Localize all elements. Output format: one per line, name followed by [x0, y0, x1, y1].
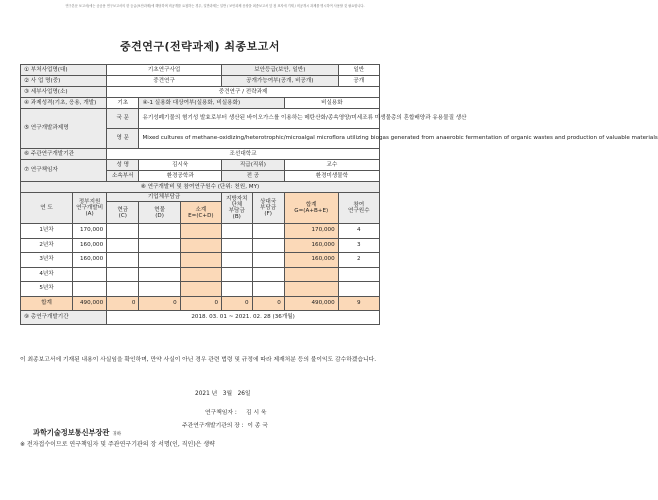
position-value: 교수: [284, 160, 379, 171]
subprogram-label: ② 사 업 명(중): [21, 76, 107, 87]
col-staff: 참여 연구원수: [338, 193, 379, 224]
total-cell: 160,000: [284, 238, 338, 253]
funding-row-year-2: [21, 238, 380, 253]
col-gov: 정부지원 연구개발비 (A): [73, 193, 107, 224]
institution-head-signature: [182, 420, 268, 429]
head-sig-name: 이 종 국: [247, 423, 268, 429]
inkind-cell: [139, 267, 180, 282]
col-year: 연 도: [21, 193, 73, 224]
year-cell: 4년차: [21, 267, 73, 282]
researcher-sig-label: 연구책임자 :: [205, 410, 237, 416]
total-other-cell: 0: [252, 296, 284, 310]
dept-value: 환경공학과: [139, 171, 222, 182]
dept-label: 소속부서: [107, 171, 139, 182]
total-cell: [284, 267, 338, 282]
funding-row-year-3: [21, 253, 380, 268]
cash-cell: [107, 224, 139, 239]
staff-cell: [338, 267, 379, 282]
year-cell: 1년차: [21, 224, 73, 239]
date-year: 2021: [195, 391, 210, 397]
title-en-label: 영 문: [107, 129, 139, 149]
program-label: ① 부처사업명(대): [21, 65, 107, 76]
total-cell: [284, 282, 338, 297]
institution-value: 조선대학교: [107, 149, 380, 160]
disclosure-label: 공개가능여부(공개, 비공개): [222, 76, 339, 87]
gov-cell: 170,000: [73, 224, 107, 239]
major-value: 환경미생물학: [284, 171, 379, 182]
other-cell: [252, 238, 284, 253]
cash-cell: [107, 267, 139, 282]
confirmation-statement: 이 최종보고서에 기재된 내용이 사실임을 확인하며, 만약 사실이 아닌 경우 관련 법령 및 규정에 따라 제재처분 등의 불이익도 감수하겠습니다.: [20, 357, 377, 363]
researcher-label: ⑦ 연구책임자: [21, 160, 107, 182]
nature-label: ④ 과제성격(기초, 응용, 개발): [21, 98, 107, 109]
inkind-cell: [139, 282, 180, 297]
date-year-unit: 년: [211, 391, 218, 397]
security-label: 보안등급(보안, 일반): [222, 65, 339, 76]
local-cell: [222, 238, 253, 253]
inkind-cell: [139, 224, 180, 239]
detail-row: [21, 87, 380, 98]
other-cell: [252, 253, 284, 268]
detail-label: ③ 세부사업명(소): [21, 87, 107, 98]
title-ko-label: 국 문: [107, 109, 139, 129]
title-en-value: Mixed cultures of methane-oxidizing/heterotrophic/microalgal microflora utilizing biogas generated from anaerobic fermentation of organic wastes and production of valuable materials: [139, 129, 380, 149]
subprogram-value: 중견연구: [107, 76, 222, 87]
funding-row-year-5: [21, 282, 380, 297]
program-value: 기초연구사업: [107, 65, 222, 76]
period-value: 2018. 03. 01 ~ 2021. 02. 28 (36개월): [107, 310, 380, 324]
cash-cell: [107, 253, 139, 268]
title-ko-row: [21, 109, 380, 129]
total-subtotal-cell: 0: [180, 296, 221, 310]
funding-row-year-1: [21, 224, 380, 239]
year-cell: 3년차: [21, 253, 73, 268]
funding-section-title: ⑧ 연구개발비 및 참여연구원수 (단위: 천원, MY): [21, 182, 380, 193]
subprogram-row: [21, 76, 380, 87]
gov-cell: [73, 267, 107, 282]
other-cell: [252, 282, 284, 297]
recipient-suffix: 귀하: [112, 432, 122, 437]
staff-cell: 3: [338, 238, 379, 253]
date-day: 26일: [237, 391, 251, 397]
local-cell: [222, 282, 253, 297]
cash-cell: [107, 238, 139, 253]
program-row: [21, 65, 380, 76]
title-ko-value: 유기성폐기물의 혐기성 발효로부터 생산된 바이오가스를 이용하는 메탄산화/종속영양/미세조류 미생물총의 혼합배양과 유용물질 생산: [139, 109, 380, 129]
name-value: 김시욱: [139, 160, 222, 171]
col-total: 합계 G=(A+B+E): [284, 193, 338, 224]
staff-cell: 4: [338, 224, 379, 239]
cash-cell: [107, 282, 139, 297]
head-sig-label: 주관연구개발기관의 장 :: [182, 423, 244, 429]
col-local: 지방자치 단체 부담금 (B): [222, 193, 253, 224]
local-cell: [222, 253, 253, 268]
nature-row: [21, 98, 380, 109]
local-cell: [222, 224, 253, 239]
year-cell: 5년차: [21, 282, 73, 297]
footnote: ※ 전자접수이므로 연구책임자 및 주관연구기관의 장 서명(인, 직인)은 생략: [20, 441, 215, 448]
position-label: 직급(직위): [222, 160, 285, 171]
institution-row: [21, 149, 380, 160]
institution-label: ⑥ 주관연구개발기관: [21, 149, 107, 160]
year-cell: 2년차: [21, 238, 73, 253]
project-title-label: ⑤ 연구개발과제명: [21, 109, 107, 149]
gov-cell: 160,000: [73, 253, 107, 268]
total-cell: 170,000: [284, 224, 338, 239]
major-label: 전 공: [222, 171, 285, 182]
gov-cell: 160,000: [73, 238, 107, 253]
detail-value: 중견연구 / 전략과제: [107, 87, 380, 98]
inkind-cell: [139, 238, 180, 253]
inkind-cell: [139, 253, 180, 268]
header-note: 연구본문 보고서)에는 공공용 연구보고서의 한 등급(보안과제)에 해당하며 비공개를 요청하는 경우, 일반과제는 일반 / 보안과제 문장을 최종보고서 앞 첫 표지에 기재 / 비공개시 과제를 명시하여 사용할 것 필요합니다.: [65, 4, 365, 8]
other-cell: [252, 224, 284, 239]
name-label: 성 명: [107, 160, 139, 171]
funding-section-row: [21, 182, 380, 193]
col-subtotal: 소계 E=(C+D): [180, 202, 221, 224]
total-total-cell: 490,000: [284, 296, 338, 310]
staff-cell: [338, 282, 379, 297]
practical-label: ④-1 실용화 대상여부(실용화, 비실용화): [139, 98, 284, 109]
total-inkind-cell: 0: [139, 296, 180, 310]
period-label: ⑨ 총연구개발기간: [21, 310, 107, 324]
col-cash: 현금 (C): [107, 202, 139, 224]
subtotal-cell: [180, 238, 221, 253]
report-date: [195, 388, 251, 397]
total-cash-cell: 0: [107, 296, 139, 310]
subtotal-cell: [180, 253, 221, 268]
gov-cell: [73, 282, 107, 297]
practical-value: 비실용화: [284, 98, 379, 109]
report-form-table: [20, 64, 658, 325]
other-cell: [252, 267, 284, 282]
col-other: 상대국 부담금 (F): [252, 193, 284, 224]
subtotal-cell: [180, 224, 221, 239]
total-local-cell: 0: [222, 296, 253, 310]
date-month: 3월: [222, 391, 233, 397]
researcher-row-1: [21, 160, 380, 171]
staff-cell: 2: [338, 253, 379, 268]
total-year-cell: 합계: [21, 296, 73, 310]
col-corp: 기업체부담금: [107, 193, 222, 202]
local-cell: [222, 267, 253, 282]
subtotal-cell: [180, 282, 221, 297]
funding-row-year-4: [21, 267, 380, 282]
col-inkind: 현물 (D): [139, 202, 180, 224]
recipient-name: 과학기술정보통신부장관: [33, 428, 110, 437]
subtotal-cell: [180, 267, 221, 282]
period-row: [21, 310, 380, 324]
total-staff-cell: 9: [338, 296, 379, 310]
researcher-sig-name: 김 시 욱: [246, 410, 267, 416]
total-gov-cell: 490,000: [73, 296, 107, 310]
recipient: [33, 428, 121, 438]
total-cell: 160,000: [284, 253, 338, 268]
researcher-signature: [205, 407, 267, 416]
nature-value: 기초: [107, 98, 139, 109]
disclosure-value: 공개: [338, 76, 379, 87]
funding-header-row-1: [21, 193, 380, 202]
security-value: 일반: [338, 65, 379, 76]
funding-total-row: [21, 296, 380, 310]
report-title: 중견연구(전략과제) 최종보고서: [119, 40, 281, 53]
